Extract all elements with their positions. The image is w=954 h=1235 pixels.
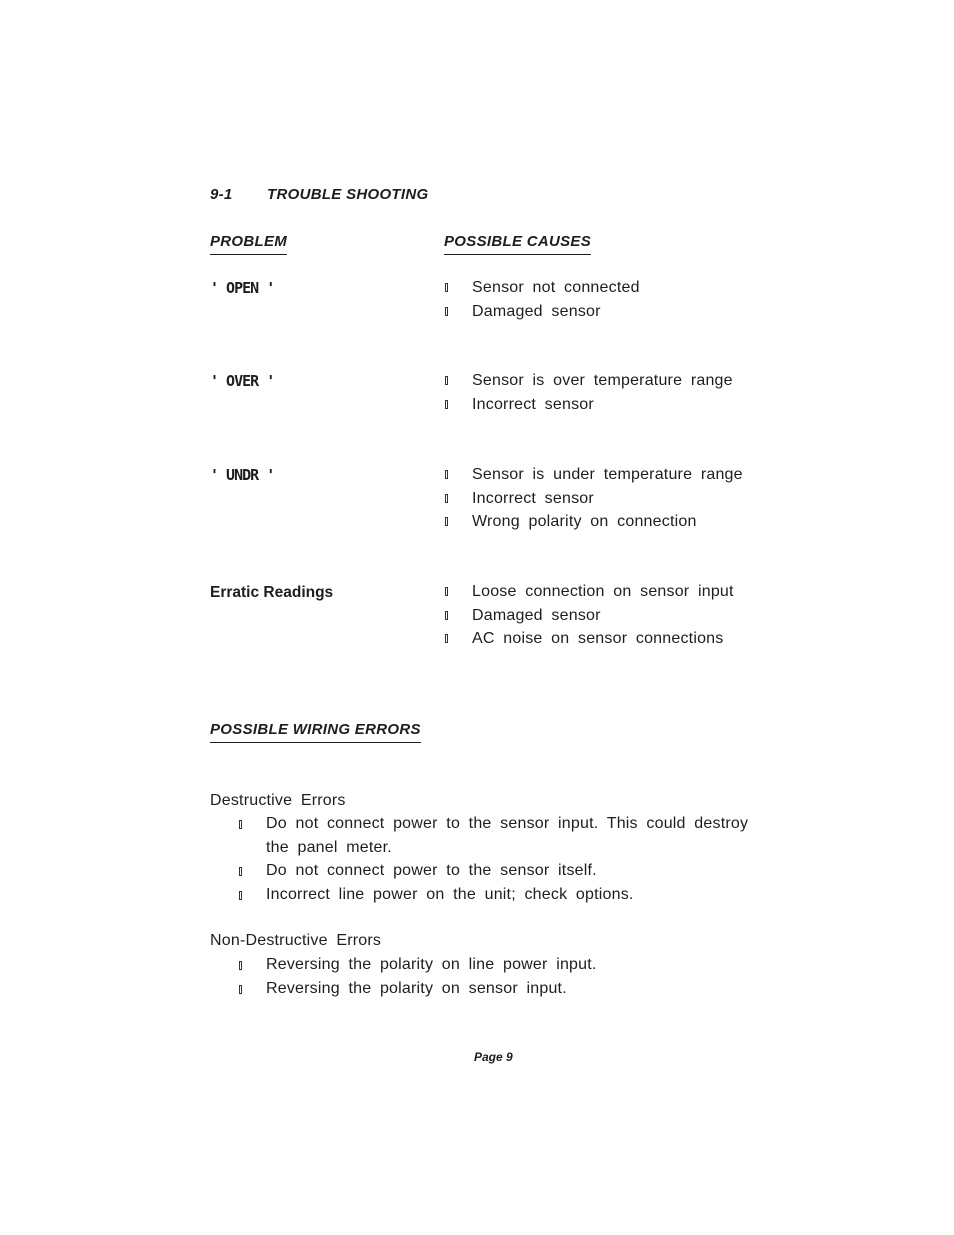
problem-open: ' OPEN ': [210, 279, 275, 297]
bullet-icon: [239, 891, 242, 900]
list-item: Reversing the polarity on sensor input.: [266, 977, 761, 1001]
bullet-icon: [445, 494, 448, 503]
bullet-icon: [445, 283, 448, 292]
list-item: Incorrect line power on the unit; check options.: [266, 883, 761, 907]
bullet-icon: [445, 400, 448, 409]
bullet-icon: [239, 985, 242, 994]
problem-column-header: PROBLEM: [210, 233, 287, 255]
list-item: Do not connect power to the sensor itself.: [266, 859, 761, 883]
wiring-errors-heading: POSSIBLE WIRING ERRORS: [210, 721, 421, 743]
problem-over: ' OVER ': [210, 372, 275, 390]
section-title-text: TROUBLE SHOOTING: [267, 186, 429, 203]
destructive-errors-list: [266, 812, 761, 906]
destructive-errors-title: Destructive Errors: [210, 792, 346, 809]
non-destructive-errors-title: Non-Destructive Errors: [210, 932, 382, 949]
problem-undr: ' UNDR ': [210, 466, 275, 484]
bullet-icon: [445, 634, 448, 643]
bullet-icon: [445, 517, 448, 526]
bullet-icon: [239, 867, 242, 876]
bullet-icon: [445, 611, 448, 620]
list-item: Do not connect power to the sensor input. This could destroy the panel meter.: [266, 812, 761, 859]
causes-column-header: POSSIBLE CAUSES: [444, 233, 591, 255]
section-title: [210, 186, 428, 203]
bullet-icon: [239, 961, 242, 970]
non-destructive-errors-list: [266, 953, 761, 1000]
page-number: Page 9: [474, 1050, 513, 1064]
list-item: Reversing the polarity on line power input.: [266, 953, 761, 977]
bullet-icon: [445, 376, 448, 385]
bullet-icon: [445, 470, 448, 479]
section-number: 9-1: [210, 186, 233, 203]
problem-erratic-readings: Erratic Readings: [210, 584, 334, 601]
bullet-icon: [239, 820, 242, 829]
bullet-icon: [445, 587, 448, 596]
bullet-icon: [445, 307, 448, 316]
